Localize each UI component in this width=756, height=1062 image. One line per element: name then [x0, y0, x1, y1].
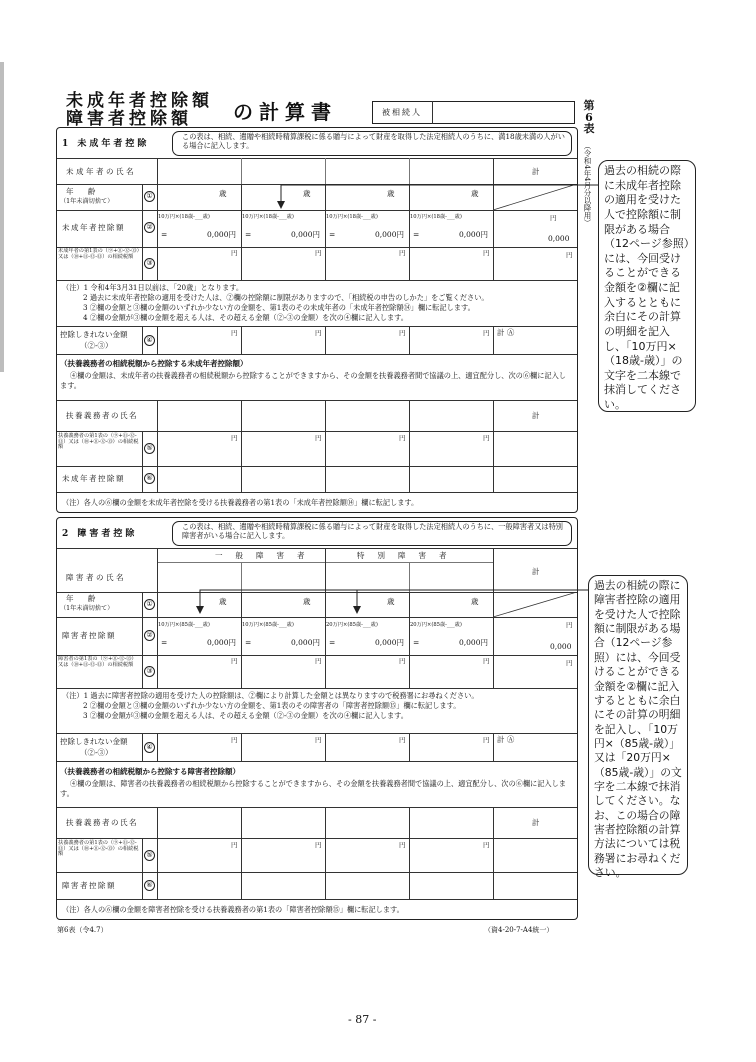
- yen-unit: 円: [231, 434, 238, 442]
- deduction-formula: 10万円×(18歳-___歳): [326, 214, 378, 220]
- yen-unit: 円: [231, 657, 238, 665]
- s2-row-remaining-sub: （②-③）: [80, 748, 113, 757]
- callout-disabled: 過去の相続の際に障害者控除の適用を受けた人で控除額に制限がある場合（12ページ参照）には、今回受けることができる金額を②欄に記入するとともに余白にその計算の明細を記入し、「10万円×（85歳-歳）」又は「20万円×（85歳-歳）」の文字を二本線で抹消してください。なお、この場合の障害者控除額の計算方法については税務署にお尋ねください。: [588, 575, 688, 875]
- yen-unit: 円: [399, 841, 406, 849]
- form-number: 第6表: [583, 99, 595, 136]
- s1-final-note: （注）各人の⑥欄の金額を未成年者控除を受ける扶養義務者の第1表の「未成年者控除額⑭」欄に転記します。: [62, 498, 419, 507]
- s2-obligor-title: （扶養義務者の相続税額から控除する障害者控除額）: [60, 767, 240, 776]
- yen-unit: 円: [483, 329, 490, 337]
- callout-arrow-1: [275, 181, 605, 211]
- s1-row-deduction: 未成年者控除額: [62, 223, 125, 232]
- age-unit: 歳: [387, 597, 395, 606]
- yen-unit: 円: [315, 434, 322, 442]
- s1-obligor-name: 扶養義務者の氏名: [66, 411, 138, 420]
- taxpayer-label: 被相続人: [382, 108, 422, 117]
- equals-sign: =: [245, 638, 252, 647]
- s2-total-label: 計: [532, 567, 540, 576]
- age-unit: 歳: [303, 189, 311, 198]
- s1-obligor-text: ④欄の金額は、未成年者の扶養義務者の相続税額から控除することができますから、その金額を扶養義務者間で協議の上、適宜配分し、次の⑥欄に記入します。: [60, 371, 566, 390]
- yen-unit: 円: [483, 841, 490, 849]
- s1-yen-total: 円: [550, 214, 557, 222]
- circle-5: ⑤: [144, 443, 155, 454]
- s1-total-a: 計 Ⓐ: [497, 328, 515, 337]
- footer-print-code: （資4-20-7-A4統一）: [484, 926, 554, 934]
- section2-heading: 2 障害者控除: [62, 529, 138, 539]
- s1-note-3: 3 ②欄の金額と③欄の金額のいずれか少ない方の金額を、第1表のその未成年者の「未成年者控除額⑭」欄に転記します。: [83, 303, 475, 312]
- s1-total-label: 計: [532, 167, 540, 176]
- s2-note-1: （注）1 過去に障害者控除の適用を受けた人の控除額は、②欄により計算した金額とは異なりますので税務署にお尋ねください。: [62, 691, 479, 700]
- circle-4: ④: [144, 335, 155, 346]
- s2-note-2: 2 ②欄の金額と③欄の金額のいずれか少ない方の金額を、第1表のその障害者の「障害者控除額⑮」欄に転記します。: [83, 701, 461, 710]
- age-unit: 歳: [471, 597, 479, 606]
- s2-row-age-sub: （1年未満切捨て）: [60, 605, 114, 612]
- deduction-amount: 0,000円: [375, 638, 404, 647]
- age-unit: 歳: [219, 597, 227, 606]
- deduction-amount: 0,000円: [459, 638, 488, 647]
- form-side-note: （令和4年4月分以降用）: [583, 142, 592, 227]
- yen-unit: 円: [315, 841, 322, 849]
- yen-unit: 円: [399, 434, 406, 442]
- yen-unit: 円: [399, 249, 406, 257]
- s2-obligor-text: ④欄の金額は、障害者の扶養義務者の相続税額から控除することができますから、その金額を扶養義務者間で協議の上、適宜配分し、次の⑥欄に記入します。: [60, 779, 566, 798]
- yen-unit: 円: [315, 249, 322, 257]
- deduction-amount: 0,000円: [291, 638, 320, 647]
- circle-2: ②: [144, 222, 155, 233]
- s1-row-tax: 未成年者の第1表の（⑨+⑪-⑫-⑬）又は（⑩+⑪-⑫-⑬）の相続税額: [58, 248, 140, 260]
- age-unit: 歳: [219, 189, 227, 198]
- age-unit: 歳: [303, 597, 311, 606]
- equals-sign: =: [161, 638, 168, 647]
- s1-row-name: 未成年者の氏名: [66, 167, 136, 176]
- equals-sign: =: [413, 638, 420, 647]
- yen-unit: 円: [231, 329, 238, 337]
- deduction-amount: 0,000円: [291, 230, 320, 239]
- s2-total-a: 計 Ⓐ: [497, 735, 515, 744]
- yen-unit: 円: [231, 736, 238, 744]
- yen-unit: 円: [399, 657, 406, 665]
- deduction-amount: 0,000円: [375, 230, 404, 239]
- s2-obligor-tax: 扶養義務者の第1表の（⑨+⑪-⑫-⑬）又は（⑩+⑪-⑫-⑬）の相続税額: [58, 840, 139, 858]
- equals-sign: =: [161, 230, 168, 239]
- s1-obligor-title: （扶養義務者の相続税額から控除する未成年者控除額）: [60, 359, 248, 368]
- s2-row-deduction: 障害者控除額: [62, 631, 116, 640]
- s1-row-age: 年 齢: [66, 187, 102, 196]
- deduction-formula: 20万円×(85歳-___歳): [410, 622, 462, 628]
- yen-unit: 円: [315, 736, 322, 744]
- s1-total-amount: 0,000: [548, 234, 570, 243]
- footer-form-code: 第6表（令4.7）: [57, 926, 108, 934]
- circle-6: ⑥: [144, 473, 155, 484]
- circle-3: ③: [144, 258, 155, 269]
- yen-unit: 円: [231, 249, 238, 257]
- section2-intro: この表は、相続、遺贈や相続時精算課税に係る贈与によって財産を取得した法定相続人のうちに、一般障害者又は特別障害者がいる場合に記入します。: [182, 522, 563, 540]
- circle-1: ①: [144, 191, 155, 202]
- deduction-amount: 0,000円: [459, 230, 488, 239]
- title-line-1: 未成年者控除額: [66, 91, 213, 111]
- yen-unit: 円: [483, 736, 490, 744]
- scan-edge: [0, 62, 4, 372]
- yen-unit: 円: [315, 329, 322, 337]
- equals-sign: =: [329, 230, 336, 239]
- s1-obligor-tax: 扶養義務者の第1表の（⑨+⑪-⑫-⑬）又は（⑩+⑪-⑫-⑬）の相続税額: [58, 433, 139, 451]
- yen-unit: 円: [483, 657, 490, 665]
- s1-row-remaining: 控除しきれない金額: [60, 330, 128, 339]
- s1-note-1: （注）1 令和4年3月31日以前は、「20歳」となります。: [62, 283, 244, 292]
- s2-note-3: 3 ②欄の金額が③欄の金額を超える人は、その超える金額（②-③の金額）を次の④欄に記入します。: [83, 711, 408, 720]
- page-number: - 87 -: [348, 1013, 377, 1026]
- s2-total-amount: 0,000: [550, 642, 572, 651]
- callout-arrow-2: [194, 586, 594, 616]
- yen-unit: 円: [483, 434, 490, 442]
- yen-unit: 円: [399, 329, 406, 337]
- title-line-2: 障害者控除額: [66, 109, 192, 129]
- deduction-formula: 10万円×(18歳-___歳): [158, 214, 210, 220]
- equals-sign: =: [245, 230, 252, 239]
- deduction-amount: 0,000円: [207, 230, 236, 239]
- yen-unit: 円: [231, 841, 238, 849]
- s2-row-remaining: 控除しきれない金額: [60, 737, 128, 746]
- deduction-formula: 10万円×(18歳-___歳): [242, 214, 294, 220]
- s2-final-note: （注）各人の⑥欄の金額を障害者控除を受ける扶養義務者の第1表の「障害者控除額⑮」欄に転記します。: [62, 905, 404, 914]
- s2-obligor-name: 扶養義務者の氏名: [66, 818, 138, 827]
- s2-row-name: 障害者の氏名: [66, 573, 126, 582]
- s2-row-tax: 障害者の第1表の（⑨+⑪-⑫-⑬）又は（⑩+⑪-⑫-⑬）の相続税額: [58, 656, 137, 668]
- yen-unit: 円: [399, 736, 406, 744]
- deduction-formula: 20万円×(85歳-___歳): [326, 622, 378, 628]
- s1-obligor-deduction: 未成年者控除額: [62, 474, 125, 483]
- deduction-formula: 10万円×(18歳-___歳): [410, 214, 462, 220]
- section1-heading: 1 未成年者控除: [62, 139, 150, 149]
- s2-special-label: 特別障害者: [357, 551, 460, 560]
- deduction-formula: 10万円×(85歳-___歳): [242, 622, 294, 628]
- s1-row-age-sub: （1年未満切捨て）: [60, 198, 114, 205]
- s1-note-4: 4 ②欄の金額が③欄の金額を超える人は、その超える金額（②-③の金額）を次の④欄に記入します。: [83, 313, 408, 322]
- yen-unit: 円: [483, 249, 490, 257]
- title-suffix: の計算書: [233, 100, 337, 124]
- s2-obligor-deduction: 障害者控除額: [62, 881, 116, 890]
- equals-sign: =: [413, 230, 420, 239]
- age-unit: 歳: [471, 189, 479, 198]
- s2-row-age: 年 齢: [66, 594, 102, 603]
- s2-general-label: 一般障害者: [215, 551, 318, 560]
- callout-minor: 過去の相続の際に未成年者控除の適用を受けた人で控除額に制限がある場合（12ページ参照）には、今回受けることができる金額を②欄に記入するとともに余白にその計算の明細を記入し、「10万円×（18歳-歳）」の文字を二本線で抹消してください。: [598, 160, 696, 412]
- deduction-formula: 10万円×(85歳-___歳): [158, 622, 210, 628]
- section1-intro: この表は、相続、遺贈や相続時精算課税に係る贈与によって財産を取得した法定相続人のうちに、満18歳未満の人がいる場合に記入します。: [182, 132, 565, 150]
- equals-sign: =: [329, 638, 336, 647]
- s1-row-remaining-sub: （②-③）: [80, 341, 113, 350]
- s1-note-2: 2 過去に未成年者控除の適用を受けた人は、②欄の控除額に制限がありますので、「相続税の申告のしかた」をご覧ください。: [83, 293, 489, 302]
- deduction-amount: 0,000円: [207, 638, 236, 647]
- age-unit: 歳: [387, 189, 395, 198]
- yen-unit: 円: [315, 657, 322, 665]
